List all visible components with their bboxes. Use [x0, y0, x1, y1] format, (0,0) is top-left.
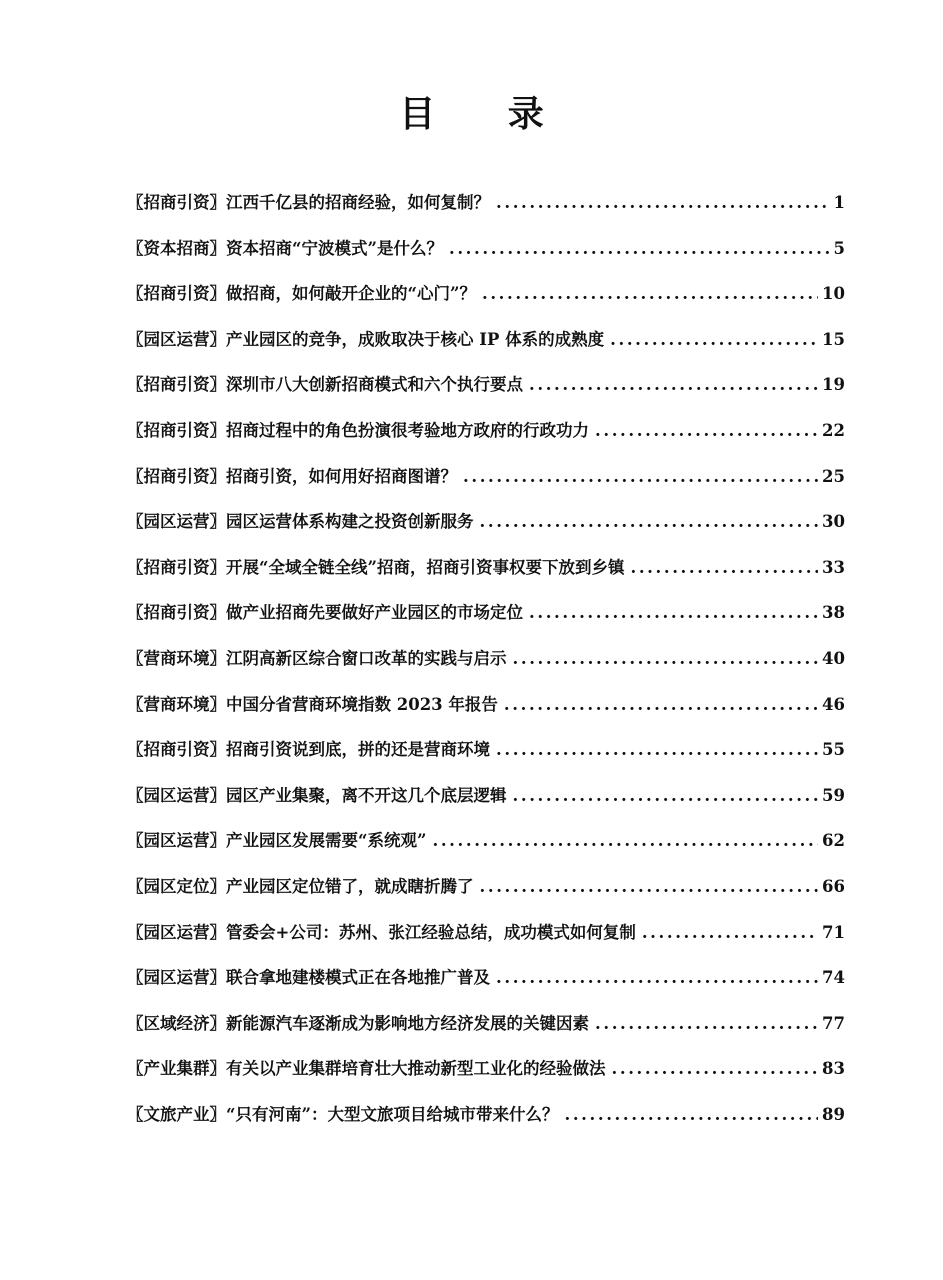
toc-dot-leader — [480, 499, 819, 545]
toc-dot-leader — [595, 1001, 818, 1047]
toc-page-number: 74 — [822, 968, 845, 988]
toc-dot-leader — [449, 226, 830, 272]
toc-entry-title: 〖招商引资〗招商引资说到底，拼的还是营商环境 — [127, 740, 490, 760]
toc-entry-title: 〖招商引资〗招商引资，如何用好招商图谱？ — [127, 466, 457, 486]
toc-dot-leader — [642, 910, 818, 956]
toc-entry-21 — [127, 1092, 845, 1138]
toc-page-number: 25 — [822, 466, 845, 486]
toc-entry-9 — [127, 545, 845, 591]
toc-entry-title: 〖招商引资〗开展“全域全链全线”招商，招商引资事权要下放到乡镇 — [127, 557, 625, 577]
toc-entry-title: 〖园区运营〗联合拿地建楼模式正在各地推广普及 — [127, 968, 490, 988]
toc-entry-title: 〖园区运营〗园区运营体系构建之投资创新服务 — [127, 512, 474, 532]
toc-page-number: 38 — [822, 603, 845, 623]
toc-entry-10 — [127, 590, 845, 636]
toc-entry-title: 〖招商引资〗做产业招商先要做好产业园区的市场定位 — [127, 603, 523, 623]
toc-dot-leader — [513, 636, 819, 682]
toc-entry-16 — [127, 864, 845, 910]
toc-page-number: 22 — [822, 420, 845, 440]
toc-dot-leader — [482, 271, 818, 317]
toc-entry-6 — [127, 408, 845, 454]
toc-entry-1 — [127, 180, 845, 226]
toc-entry-20 — [127, 1046, 845, 1092]
toc-entry-title: 〖招商引资〗招商过程中的角色扮演很考验地方政府的行政功力 — [127, 420, 589, 440]
toc-entry-12 — [127, 682, 845, 728]
toc-entry-3 — [127, 271, 845, 317]
toc-entry-2 — [127, 226, 845, 272]
toc-dot-leader — [496, 180, 830, 226]
toc-entry-title: 〖招商引资〗做招商，如何敲开企业的“心门”？ — [127, 284, 476, 304]
toc-entry-title: 〖区域经济〗新能源汽车逐渐成为影响地方经济发展的关键因素 — [127, 1013, 589, 1033]
toc-entry-18 — [127, 955, 845, 1001]
toc-dot-leader — [432, 818, 818, 864]
toc-entry-title: 〖招商引资〗江西千亿县的招商经验，如何复制？ — [127, 193, 490, 212]
toc-dot-leader — [595, 408, 818, 454]
toc-dot-leader — [529, 590, 818, 636]
toc-dot-leader — [564, 1092, 818, 1138]
toc-page-number: 46 — [822, 694, 845, 714]
toc-entry-15 — [127, 818, 845, 864]
toc-page-number: 1 — [833, 193, 845, 212]
toc-page-number: 33 — [822, 557, 845, 577]
toc-page-number: 83 — [822, 1059, 845, 1079]
toc-dot-leader — [496, 955, 818, 1001]
toc-page-number: 5 — [833, 238, 845, 258]
toc-page-number: 59 — [822, 785, 845, 805]
toc-entry-4 — [127, 317, 845, 363]
page-title: 目 录 — [399, 93, 574, 135]
toc-entry-title: 〖营商环境〗江阴高新区综合窗口改革的实践与启示 — [127, 648, 507, 668]
toc-dot-leader — [612, 1046, 819, 1092]
toc-entry-title: 〖园区运营〗管委会+公司：苏州、张江经验总结，成功模式如何复制 — [127, 922, 636, 942]
toc-page-number: 40 — [822, 648, 845, 668]
toc-entry-title: 〖园区定位〗产业园区定位错了，就成瞎折腾了 — [127, 876, 474, 896]
toc-entry-title: 〖文旅产业〗“只有河南”：大型文旅项目给城市带来什么？ — [127, 1104, 559, 1124]
toc-page-number: 62 — [822, 831, 845, 851]
toc-entry-5 — [127, 362, 845, 408]
toc-dot-leader — [504, 682, 818, 728]
toc-entry-title: 〖资本招商〗资本招商“宁波模式”是什么？ — [127, 238, 443, 258]
toc-dot-leader — [463, 454, 818, 500]
toc-entry-11 — [127, 636, 845, 682]
toc-entry-title: 〖产业集群〗有关以产业集群培育壮大推动新型工业化的经验做法 — [127, 1059, 606, 1079]
toc-dot-leader — [496, 727, 818, 773]
toc-entry-title: 〖招商引资〗深圳市八大创新招商模式和六个执行要点 — [127, 375, 523, 395]
toc-page-number: 77 — [822, 1013, 845, 1033]
toc-page-number: 55 — [822, 740, 845, 760]
toc-entry-title: 〖园区运营〗产业园区发展需要“系统观” — [127, 831, 427, 851]
toc-entry-8 — [127, 499, 845, 545]
toc-dot-leader — [513, 773, 819, 819]
toc-dot-leader — [480, 864, 819, 910]
toc-page-number: 66 — [822, 876, 845, 896]
toc-page-number: 89 — [822, 1104, 845, 1124]
toc-page-number: 10 — [822, 284, 845, 304]
table-of-contents — [127, 180, 845, 1137]
toc-dot-leader — [529, 362, 818, 408]
toc-entry-14 — [127, 773, 845, 819]
toc-entry-title: 〖园区运营〗产业园区的竞争，成败取决于核心 IP 体系的成熟度 — [127, 329, 605, 349]
toc-dot-leader — [610, 317, 818, 363]
toc-entry-7 — [127, 454, 845, 500]
toc-page-number: 30 — [822, 512, 845, 532]
toc-page-number: 71 — [822, 922, 845, 942]
toc-entry-title: 〖园区运营〗园区产业集聚，离不开这几个底层逻辑 — [127, 785, 507, 805]
toc-entry-title: 〖营商环境〗中国分省营商环境指数 2023 年报告 — [127, 694, 498, 714]
toc-dot-leader — [630, 545, 818, 591]
toc-entry-13 — [127, 727, 845, 773]
toc-entry-19 — [127, 1001, 845, 1047]
toc-page-number: 15 — [822, 329, 845, 349]
toc-entry-17 — [127, 910, 845, 956]
toc-page-number: 19 — [822, 375, 845, 395]
